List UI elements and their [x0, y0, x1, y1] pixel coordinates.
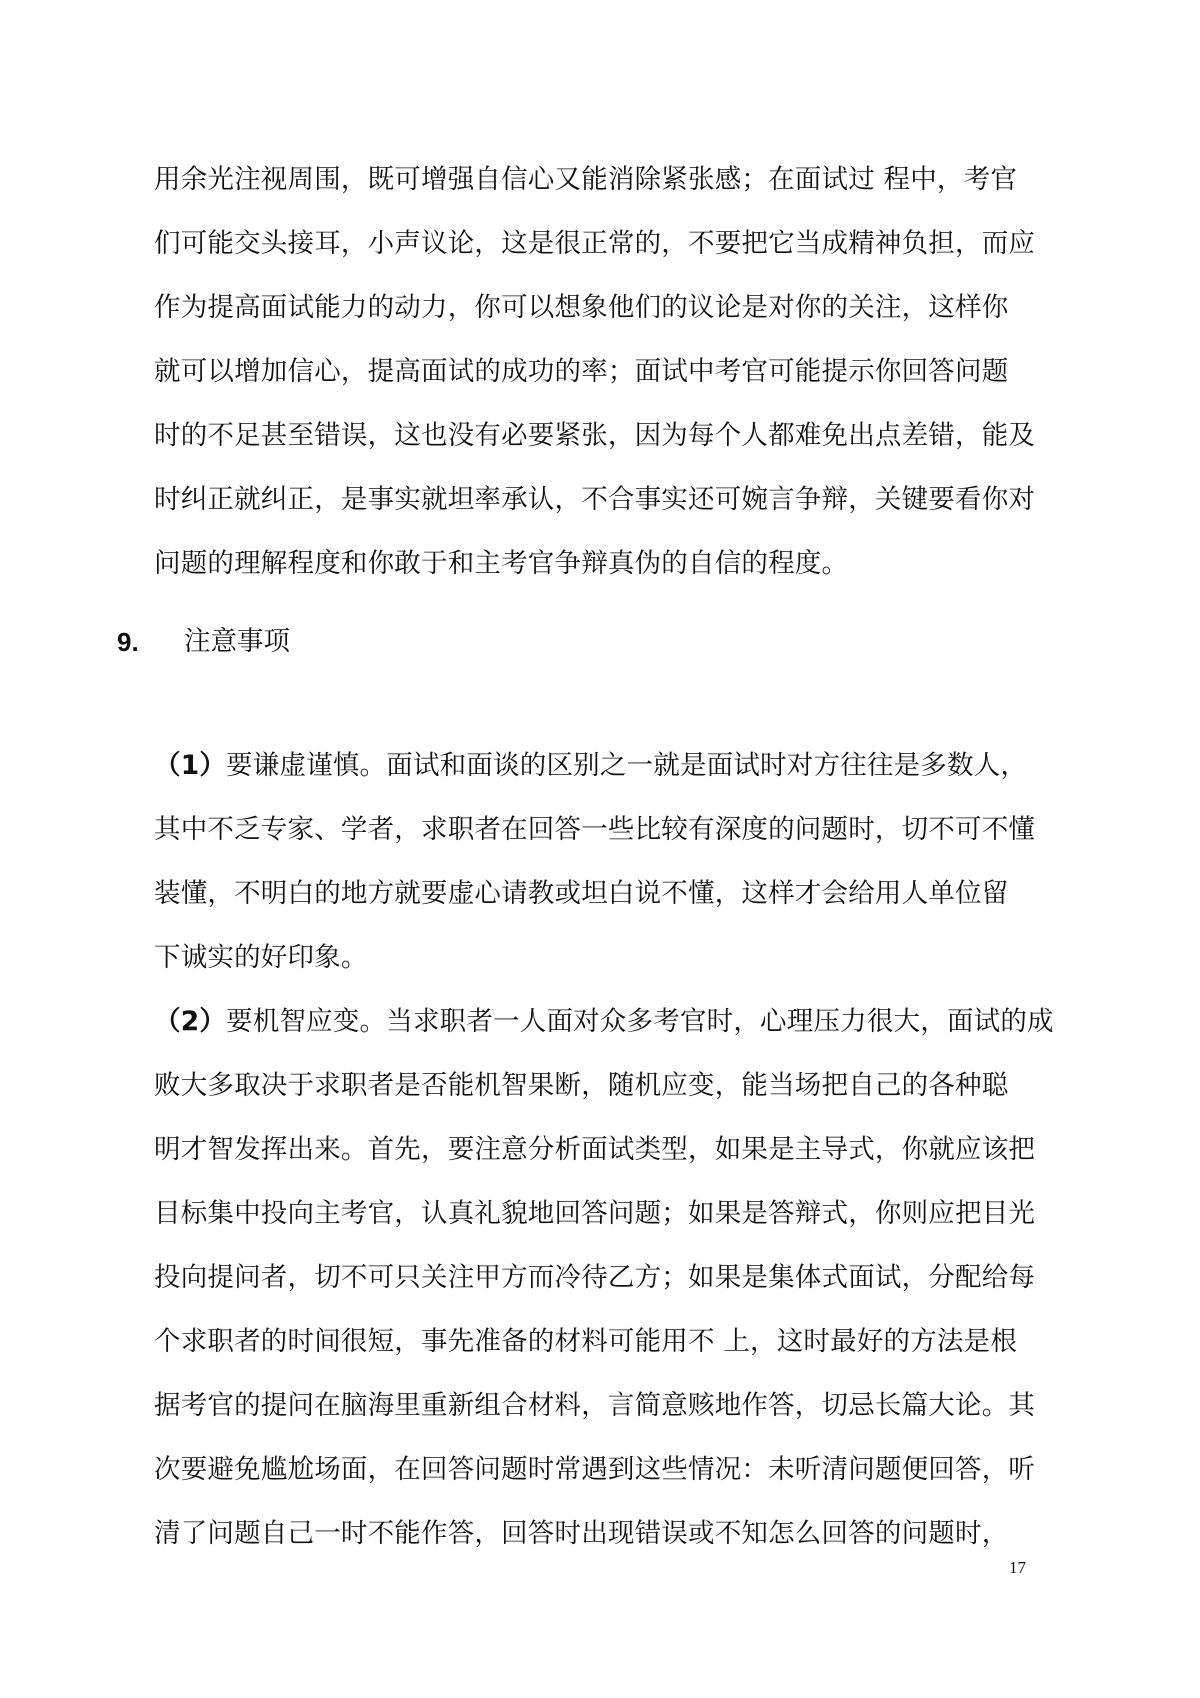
paragraph-line-2: 们可能交头接耳，小声议论，这是很正常的，不要把它当成精神负担，而应: [154, 228, 1036, 259]
item2-line-6: 个求职者的时间很短，事先准备的材料可能用不 上，这时最好的方法是根: [154, 1326, 1018, 1357]
item2-line-3: 明才智发挥出来。首先，要注意分析面试类型，如果是主导式，你就应该把: [154, 1134, 1036, 1165]
paragraph-line-3: 作为提高面试能力的动力，你可以想象他们的议论是对你的关注，这样你: [154, 292, 1009, 323]
item1-text-1: 要谦虚谨慎。面试和面谈的区别之一就是面试时对方往往是多数人，: [226, 750, 1028, 781]
item2-line-7: 据考官的提问在脑海里重新组合材料，言简意赅地作答，切忌长篇大论。其: [154, 1390, 1036, 1421]
paragraph-line-7: 问题的理解程度和你敢于和主考官争辩真伪的自信的程度。: [154, 548, 849, 579]
paragraph-line-6: 时纠正就纠正，是事实就坦率承认，不合事实还可婉言争辩，关键要看你对: [154, 484, 1036, 515]
item2-line-8: 次要避免尴尬场面，在回答问题时常遇到这些情况：未听清问题便回答，听: [154, 1454, 1036, 1485]
item1-line-2: 其中不乏专家、学者，求职者在回答一些比较有深度的问题时，切不可不懂: [154, 814, 1036, 845]
paragraph-line-1: 用余光注视周围，既可增强自信心又能消除紧张感；在面试过 程中，考官: [154, 164, 1018, 195]
item1-line-3: 装懂，不明白的地方就要虚心请教或坦白说不懂，这样才会给用人单位留: [154, 878, 1009, 909]
item2-line-4: 目标集中投向主考官，认真礼貌地回答问题；如果是答辩式，你则应把目光: [154, 1198, 1036, 1229]
section-title: 注意事项: [184, 626, 290, 657]
item2-line-1: [154, 1004, 1054, 1040]
paragraph-line-5: 时的不足甚至错误，这也没有必要紧张，因为每个人都难免出点差错，能及: [154, 420, 1036, 451]
item2-line-2: 败大多取决于求职者是否能机智果断，随机应变，能当场把自己的各种聪: [154, 1070, 1009, 1101]
paragraph-line-4: 就可以增加信心，提高面试的成功的率；面试中考官可能提示你回答问题: [154, 356, 1009, 387]
item2-line-9: 清了问题自己一时不能作答，回答时出现错误或不知怎么回答的问题时，: [154, 1518, 1009, 1549]
item1-line-1: [154, 748, 1054, 784]
item1-number: （1）: [154, 750, 227, 781]
section-number: 9.: [117, 627, 139, 657]
page-number: 17: [1009, 1558, 1026, 1577]
item2-line-5: 投向提问者，切不可只关注甲方而冷待乙方；如果是集体式面试，分配给每: [154, 1262, 1036, 1293]
item2-number: （2）: [154, 1006, 227, 1037]
item2-text-1: 要机智应变。当求职者一人面对众多考官时，心理压力很大，面试的成: [226, 1006, 1054, 1037]
item1-line-4: 下诚实的好印象。: [154, 942, 368, 973]
